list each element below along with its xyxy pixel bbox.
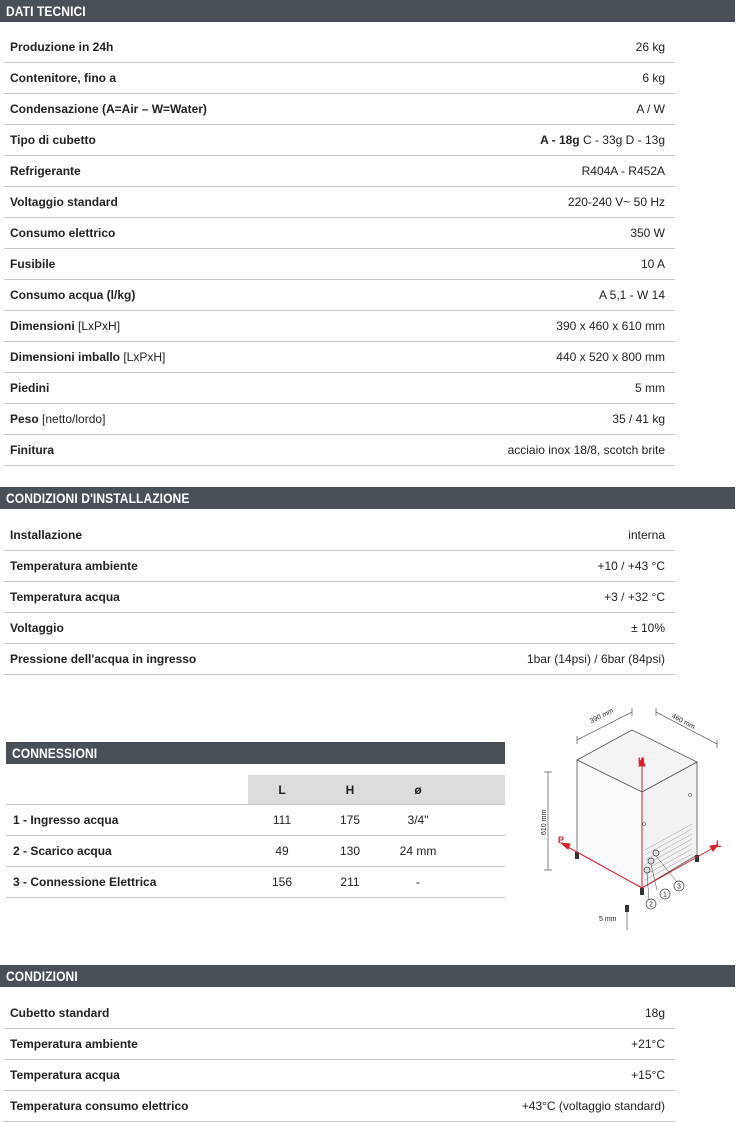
installazione-row: [4, 520, 675, 551]
condizioni-row: [4, 1060, 675, 1091]
row-label: Refrigerante: [10, 164, 81, 178]
row-value: 18g: [644, 1006, 665, 1020]
row-label: Temperatura ambiente: [10, 559, 138, 573]
dimension-depth-label: 460 mm: [670, 712, 696, 731]
row-value: +15°C: [631, 1068, 665, 1082]
row-label: Fusibile: [10, 257, 56, 271]
connection-name: 2 - Scarico acqua: [13, 844, 112, 858]
dati-tecnici-row: [4, 63, 675, 94]
column-header-l: L: [278, 782, 286, 797]
section-title: CONDIZIONI: [6, 968, 78, 984]
section-header-dati-tecnici: [0, 0, 735, 22]
dati-tecnici-row: [4, 249, 675, 280]
section-title: DATI TECNICI: [6, 3, 86, 19]
row-value: interna: [628, 528, 665, 542]
condizioni-row: [4, 998, 675, 1029]
section-title: CONNESSIONI: [12, 745, 98, 761]
dimension-feet-label: 5 mm: [599, 916, 617, 923]
row-value: 350 W: [630, 226, 665, 240]
column-header-diameter: ø: [414, 782, 422, 797]
row-label: Dimensioni [LxPxH]: [10, 319, 121, 333]
marker-2: 2: [649, 901, 653, 909]
connection-cell: 111: [272, 813, 292, 827]
row-label: Condensazione (A=Air – W=Water): [10, 102, 207, 116]
row-label: Consumo elettrico: [10, 226, 116, 240]
row-label: Temperatura ambiente: [10, 1037, 138, 1051]
row-value: 220-240 V~ 50 Hz: [567, 195, 665, 209]
row-value: acciaio inox 18/8, scotch brite: [507, 443, 665, 457]
row-value: R404A - R452A: [581, 164, 665, 178]
section-header-connessioni: [6, 742, 505, 764]
connection-cell: 49: [275, 844, 289, 858]
dati-tecnici-row: [4, 218, 675, 249]
axis-h-label: H: [638, 756, 645, 766]
row-label: Temperatura consumo elettrico: [10, 1099, 189, 1113]
row-label: Piedini: [10, 381, 50, 395]
section-title: CONDIZIONI D'INSTALLAZIONE: [6, 490, 190, 506]
installazione-row: [4, 644, 675, 675]
connessioni-header-row: [6, 775, 505, 805]
row-value: A 5,1 - W 14: [598, 288, 665, 302]
connessioni-row: [6, 836, 505, 867]
connection-cell: 175: [339, 813, 361, 827]
connection-cell: -: [416, 875, 420, 889]
row-value: 6 kg: [642, 71, 665, 85]
dimension-height-label: 610 mm: [541, 809, 548, 835]
connection-cell: 3/4": [407, 813, 429, 827]
connection-cell: 156: [271, 875, 293, 889]
connection-cell: 211: [340, 875, 360, 889]
dati-tecnici-row: [4, 311, 675, 342]
row-value: 26 kg: [635, 40, 665, 54]
dati-tecnici-row: [4, 156, 675, 187]
dati-tecnici-table: [4, 32, 675, 466]
fitting-1: [648, 858, 654, 864]
row-label: Voltaggio: [10, 621, 64, 635]
dati-tecnici-row: [4, 32, 675, 63]
dati-tecnici-row: [4, 280, 675, 311]
row-label: Voltaggio standard: [10, 195, 118, 209]
row-label: Contenitore, fino a: [10, 71, 116, 85]
installazione-row: [4, 551, 675, 582]
row-value: 5 mm: [635, 381, 665, 395]
row-label: Consumo acqua (l/kg): [10, 288, 136, 302]
row-label: Dimensioni imballo [LxPxH]: [10, 350, 166, 364]
marker-1: 1: [663, 891, 667, 899]
row-value: A / W: [636, 102, 665, 116]
connection-cell: 130: [339, 844, 361, 858]
ice-maker-dimension-diagram: [530, 700, 740, 935]
row-label: Temperatura acqua: [10, 590, 120, 604]
fitting-2: [644, 867, 650, 873]
dati-tecnici-row: [4, 187, 675, 218]
row-value: +21°C: [631, 1037, 665, 1051]
row-label: Finitura: [10, 443, 54, 457]
row-value: 1bar (14psi) / 6bar (84psi): [526, 652, 665, 666]
dati-tecnici-row: [4, 342, 675, 373]
row-value: 10 A: [640, 257, 665, 271]
fitting-3: [653, 850, 659, 856]
connessioni-row: [6, 805, 505, 836]
dati-tecnici-row: [4, 373, 675, 404]
condizioni-table: [4, 998, 675, 1122]
section-header-installazione: [0, 487, 735, 509]
dati-tecnici-row: [4, 404, 675, 435]
row-value: 390 x 460 x 610 mm: [556, 319, 665, 333]
dati-tecnici-row: [4, 94, 675, 125]
axis-p-label: P: [558, 835, 565, 845]
row-label: Cubetto standard: [10, 1006, 110, 1020]
row-value: 440 x 520 x 800 mm: [556, 350, 665, 364]
connection-cell: 24 mm: [399, 844, 437, 858]
row-value: A - 18g C - 33g D - 13g: [540, 133, 665, 147]
row-value: ± 10%: [631, 621, 665, 635]
row-label: Tipo di cubetto: [10, 133, 96, 147]
dimension-width-label: 390 mm: [589, 707, 615, 726]
row-label: Peso [netto/lordo]: [10, 412, 106, 426]
section-header-condizioni: [0, 965, 735, 987]
connessioni-table: [6, 775, 505, 898]
axis-l-label: L: [716, 839, 722, 849]
row-label: Pressione dell'acqua in ingresso: [10, 652, 197, 666]
condizioni-row: [4, 1091, 675, 1122]
row-value: +43°C (voltaggio standard): [521, 1099, 665, 1113]
dati-tecnici-row: [4, 435, 675, 466]
installazione-table: [4, 520, 675, 675]
row-value: +10 / +43 °C: [597, 559, 665, 573]
row-value: +3 / +32 °C: [604, 590, 665, 604]
row-label: Produzione in 24h: [10, 40, 114, 54]
installazione-row: [4, 582, 675, 613]
row-value: 35 / 41 kg: [612, 412, 665, 426]
dati-tecnici-row: [4, 125, 675, 156]
column-header-h: H: [345, 782, 355, 797]
marker-3: 3: [677, 883, 681, 891]
connection-name: 1 - Ingresso acqua: [13, 813, 119, 827]
row-label: Temperatura acqua: [10, 1068, 120, 1082]
row-label: Installazione: [10, 528, 83, 542]
connection-name: 3 - Connessione Elettrica: [13, 875, 157, 889]
condizioni-row: [4, 1029, 675, 1060]
installazione-row: [4, 613, 675, 644]
connessioni-row: [6, 867, 505, 898]
